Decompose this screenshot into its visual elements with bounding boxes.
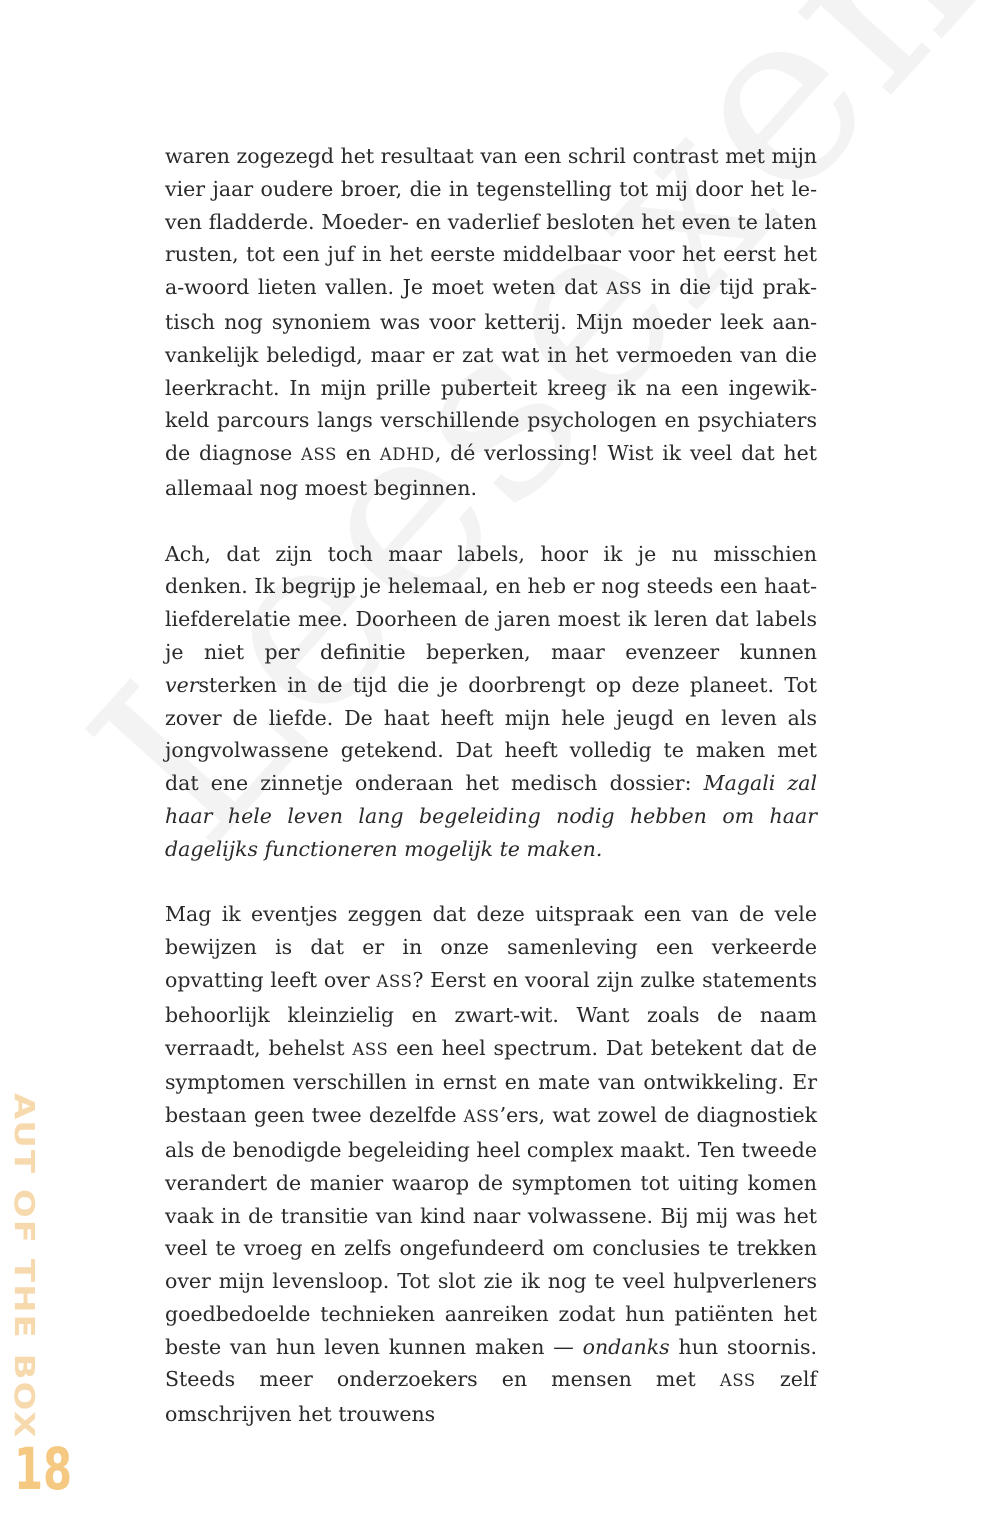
text-run: zelf omschrijven het trouwens [165,1367,818,1427]
paragraph-3 [165,898,817,1431]
paragraph-2 [165,538,817,866]
emphasis-ver: ver [165,672,199,697]
abbreviation-ass: ASS [606,279,643,299]
abbreviation-ass: ASS [719,1371,756,1391]
emphasis-ondanks: ondanks [582,1334,670,1359]
abbreviation-ass: ASS [300,445,337,465]
text-run: ? Eerst en vooral zijn zulke statements behoorlijk kleinzielig en zwart-wit. Want zoals de naam verraadt, behelst [165,967,817,1060]
quote-medical-file: Magali zal haar hele leven lang begeleiding nodig hebben om haar dagelijks functioneren mogelijk te maken. [165,771,818,861]
body-text [165,140,817,1464]
paragraph-1 [165,140,817,505]
text-run: ’ers, wat zowel de diagnostiek als de benodigde begeleiding heel complex maakt. Ten tweede verandert de manier waarop de symptomen tot uiting komen vaak in de transitie van kind naar volwassene. Bij mij was het veel te vroeg en zelfs ongefundeerd om conclusies te trekken over mijn levensloop. Tot slot zie ik nog te veel hulpverleners goedbedoelde technieken aanreiken zodat hun patiënten het beste van hun leven kunnen maken — [165,1103,817,1359]
page-number: 18 [14,1435,73,1503]
text-run: waren zogezegd het resultaat van een schril contrast met mijn vier jaar oudere broer, die in tegenstelling tot mij door het leven fladderde. Moeder- en vaderlief besloten het even te laten rusten, tot een juf in het eerste middelbaar voor het eerst het a-woord lieten vallen. Je moet weten dat [165,144,817,300]
abbreviation-ass: ASS [352,1039,389,1059]
abbreviation-ass: ASS [463,1107,500,1127]
running-title: AUT OF THE BOX [8,1093,40,1440]
text-run: een heel spectrum. Dat betekent dat de symptomen verschillen in ernst en mate van ontwikkeling. Er bestaan geen twee dezelfde [165,1035,817,1128]
text-run: en [336,441,380,466]
text-run: Ach, dat zijn toch maar labels, hoor ik je nu misschien denken. Ik begrijp je helemaal, en heb er nog steeds een haat-liefderelatie mee. Doorheen de jaren moest ik leren dat labels je niet per definitie beperken, maar evenzeer kunnen [165,541,817,664]
abbreviation-ass: ASS [376,971,413,991]
text-run: , dé verlossing! Wist ik veel dat het allemaal nog moest beginnen. [165,441,817,500]
text-run: hun stoornis. Steeds meer onderzoekers en mensen met [165,1334,818,1392]
text-run: in die tijd praktisch nog synoniem was voor ketterij. Mijn moeder leek aanvankelijk beledigd, maar er zat wat in het vermoeden van die leerkracht. In mijn prille puberteit kreeg ik na een ingewikkeld parcours langs verschillende psychologen en psychiaters de diagnose [165,275,817,466]
text-run: Mag ik eventjes zeggen dat deze uitspraak een van de vele bewijzen is dat er in onze samenleving een verkeerde opvatting leeft over [165,902,817,992]
text-run: sterken in de tijd die je doorbrengt op deze planeet. Tot zover de liefde. De haat heeft mijn hele jeugd en leven als jongvolwassene getekend. Dat heeft volledig te maken met dat ene zinnetje onderaan het medisch dossier: [165,672,817,796]
abbreviation-adhd: ADHD [379,445,435,465]
